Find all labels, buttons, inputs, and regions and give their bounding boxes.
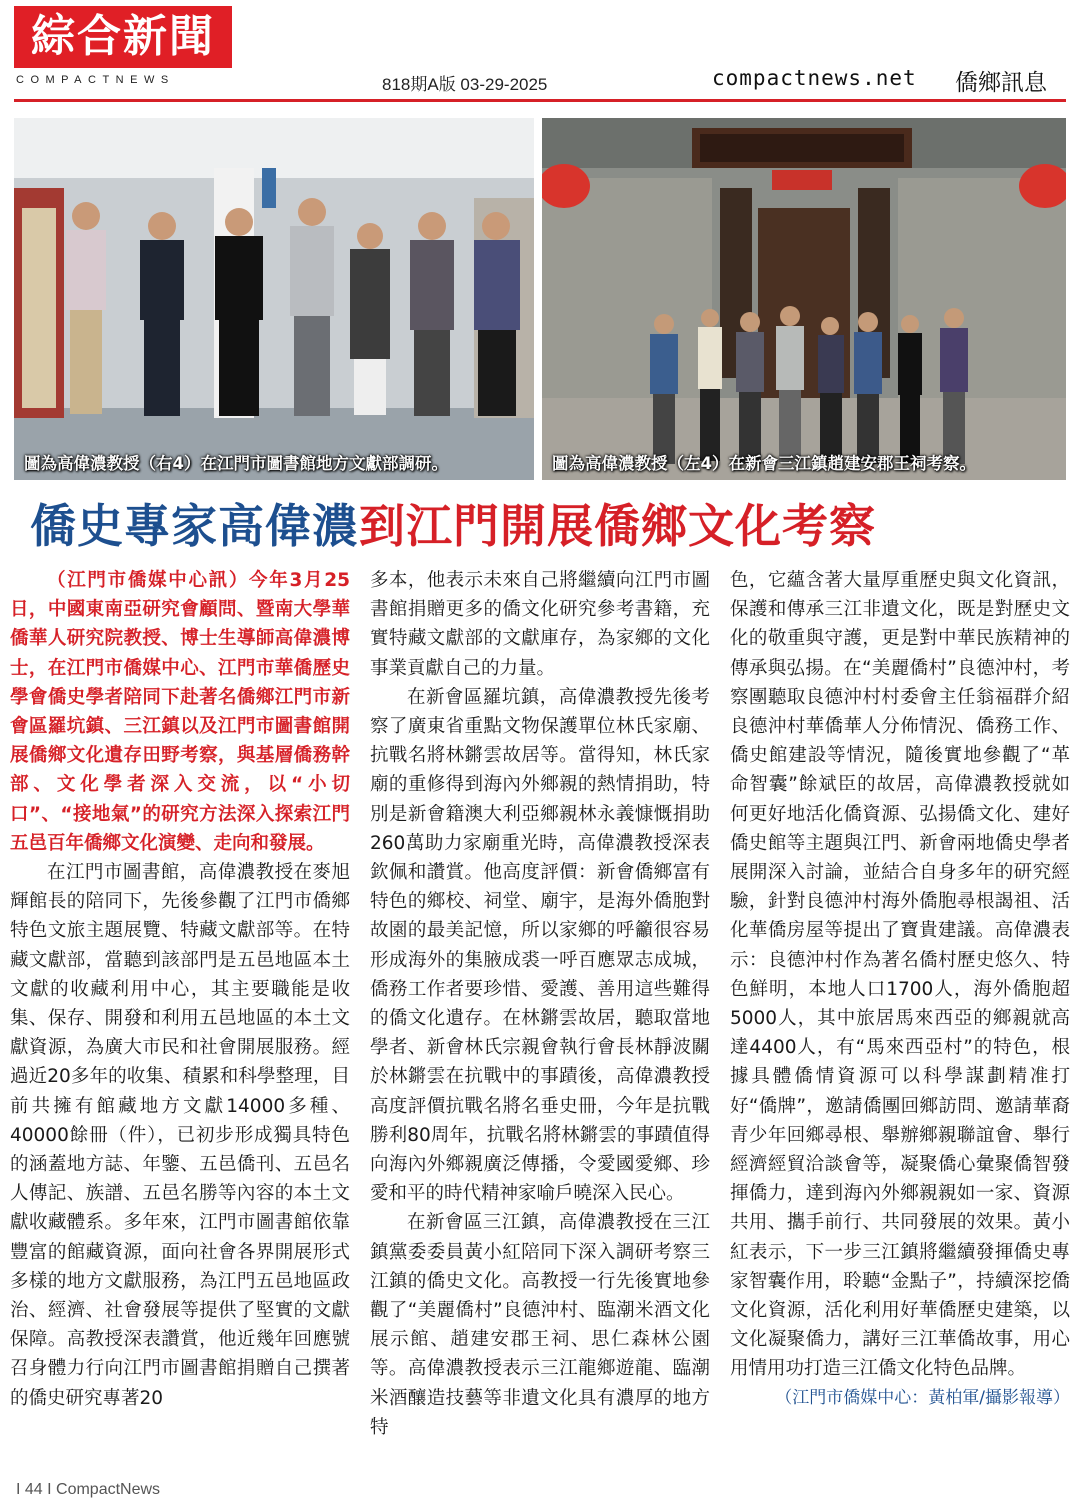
article-column-3 [730,566,1070,1413]
headline-part-red: 到江門開展僑鄉文化考察 [359,499,876,553]
masthead-logo-subtitle: COMPACTNEWS [16,74,175,86]
article-paragraph: 在江門市圖書館，高偉濃教授在麥旭輝館長的陪同下，先後參觀了江門市僑鄉特色文旅主題展覽、特藏文獻部等。在特藏文獻部，當聽到該部門是五邑地區本土文獻的收藏利用中心，其主要職能是收集、保存、開發和利用五邑地區的本土文獻資源，為廣大市民和社會開展服務。經過近20多年的收集、積累和科學整理，目前共擁有館藏地方文獻14000多種、40000餘冊（件），已初步形成獨具特色的涵蓋地方誌、年鑒、五邑僑刊、五邑名人傳記、族譜、五邑名勝等內容的本土文獻收藏體系。多年來，江門市圖書館依靠豐富的館藏資源，面向社會各界開展形式多樣的地方文獻服務，為江門五邑地區政治、經濟、社會發展等提供了堅實的文獻保障。高教授深表讚賞，他近幾年回應號召身體力行向江門市圖書館捐贈自己撰著的僑史研究專著20 [10,862,350,1409]
article-headline [30,490,1060,556]
headline-part-blue: 僑史專家高偉濃 [30,499,359,553]
photo-ancestral-hall [542,118,1066,480]
article-column-2 [370,566,710,1442]
issue-info: 818期A版 03-29-2025 [382,75,548,94]
article-paragraph-continued: 多本，他表示未來自己將繼續向江門市圖書館捐贈更多的僑文化研究參考書籍，充實特藏文獻部的文獻庫存，為家鄉的文化事業貢獻自己的力量。 [370,570,710,679]
library-photo-illustration [14,118,534,480]
photo-caption: 圖為高偉濃教授（左4）在新會三江鎮趙建安郡王祠考察。 [552,454,976,473]
article-paragraph: 在新會區三江鎮，高偉濃教授在三江鎮黨委委員黃小紅陪同下深入調研考察三江鎮的僑史文化。高教授一行先後實地參觀了“美麗僑村”良德沖村、臨潮米酒文化展示館、趙建安郡王祠、思仁森林公園等。高偉濃教授表示三江龍鄉遊龍、臨潮米酒釀造技藝等非遺文化具有濃厚的地方特 [370,1212,710,1438]
article-credit: （江門市僑媒中心：黃柏軍/攝影報導） [775,1387,1070,1408]
article-paragraph: 在新會區羅坑鎮，高偉濃教授先後考察了廣東省重點文物保護單位林氏家廟、抗戰名將林鏘雲故居等。當得知，林氏家廟的重修得到海內外鄉親的熱情捐助，特別是新會籍澳大利亞鄉親林永義慷慨捐助260萬助力家廟重光時，高偉濃教授深表欽佩和讚賞。他高度評價：新會僑鄉富有特色的鄉校、祠堂、廟宇，是海外僑胞對故園的最美記憶，所以家鄉的呼籲很容易形成海外的集腋成裘一呼百應眾志成城，僑務工作者要珍惜、愛護、善用這些難得的僑文化遺存。在林鏘雲故居，聽取當地學者、新會林氏宗親會執行會長林靜波關於林鏘雲在抗戰中的事蹟後，高偉濃教授高度評價抗戰名將名垂史冊，今年是抗戰勝利80周年，抗戰名將林鏘雲的事蹟值得向海內外鄉親廣泛傳播，令愛國愛鄉、珍愛和平的時代精神家喻戶曉深入民心。 [370,686,710,1205]
article-paragraph-continued: 色，它蘊含著大量厚重歷史與文化資訊，保護和傳承三江非遺文化，既是對歷史文化的敬重與守護，更是對中華民族精神的傳承與弘揚。在“美麗僑村”良德沖村，考察團聽取良德沖村村委會主任翁福群介紹良德沖村華僑華人分佈情況、僑務工作、僑史館建設等情況，隨後實地參觀了“革命智囊”餘斌臣的故居，高偉濃教授就如何更好地活化僑資源、弘揚僑文化、建好僑史館等主題與江門、新會兩地僑史學者展開深入討論，並結合自身多年的研究經驗，針對良德沖村海外僑胞尋根謁祖、活化華僑房屋等提出了寶貴建議。高偉濃表示：良德沖村作為著名僑村歷史悠久、特色鮮明，本地人口1700人，海外僑胞超5000人，其中旅居馬來西亞的鄉親就高達4400人，有“馬來西亞村”的特色，根據具體僑情資源可以科學謀劃精准打好“僑牌”，邀請僑團回鄉訪問、邀請華裔青少年回鄉尋根、舉辦鄉親聯誼會、舉行經濟經貿洽談會等，凝聚僑心彙聚僑智發揮僑力，達到海內外鄉親親如一家、資源共用、攜手前行、共同發展的效果。黃小紅表示，下一步三江鎮將繼續發揮僑史專家智囊作用，聆聽“金點子”，持續深挖僑文化資源，活化利用好華僑歷史建築，以文化凝聚僑力，講好三江華僑故事，用心用情用功打造三江僑文化特色品牌。 [730,570,1070,1380]
masthead-logo: 綜合新聞 [14,6,232,68]
article-lead: （江門市僑媒中心訊）今年3月25日，中國東南亞研究會顧問、暨南大學華僑華人研究院教授、博士生導師高偉濃博士，在江門市僑媒中心、江門市華僑歷史學會僑史學者陪同下赴著名僑鄉江門市新會區羅坑鎮、三江鎮以及江門市圖書館開展僑鄉文化遺存田野考察，與基層僑務幹部、文化學者深入交流，以“小切口”、“接地氣”的研究方法深入探索江門五邑百年僑鄉文化演變、走向和發展。 [10,570,350,854]
section-title: 僑鄉訊息 [955,70,1047,96]
hall-photo-illustration [542,118,1066,480]
site-url[interactable]: compactnews.net [712,66,917,90]
masthead-rule [14,99,1066,102]
photo-library-visit [14,118,534,480]
article-column-1 [10,566,350,1413]
page-footer: I 44 I CompactNews [16,1481,161,1498]
photo-caption: 圖為高偉濃教授（右4）在江門市圖書館地方文獻部調研。 [24,454,448,473]
